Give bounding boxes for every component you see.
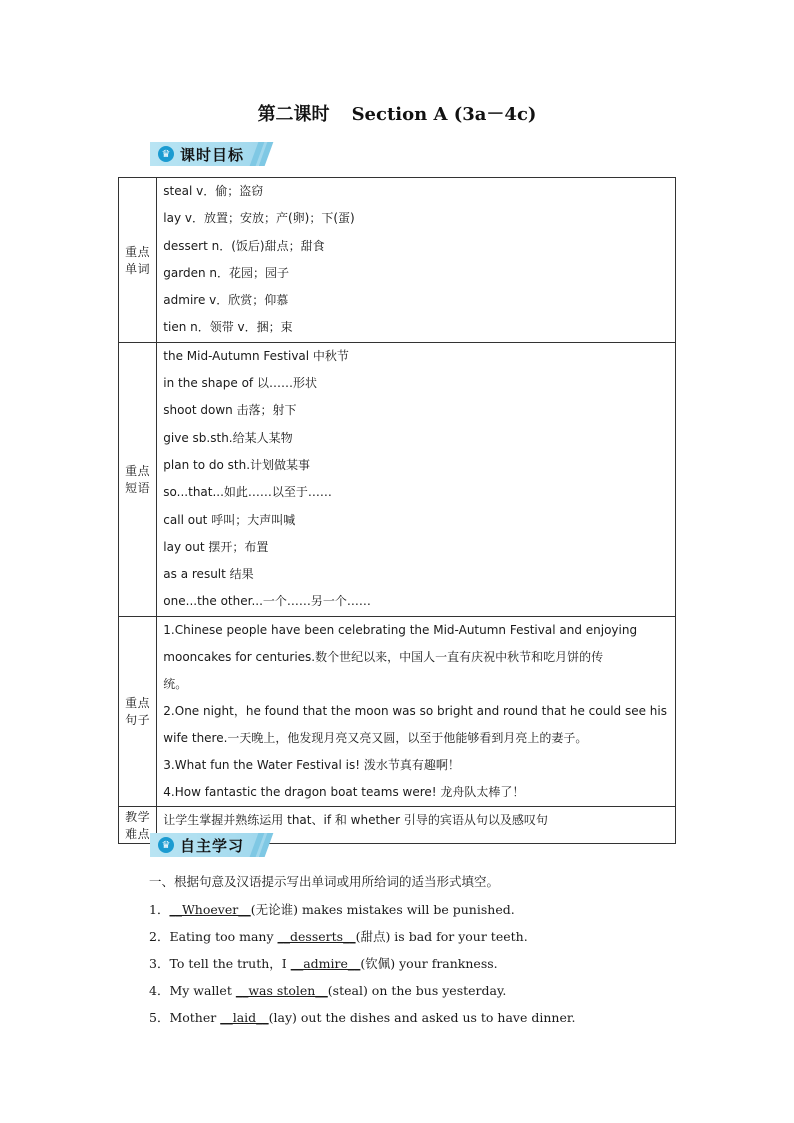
sentence-line: 4.How fantastic the dragon boat teams were! 龙舟队太棒了！	[163, 784, 525, 799]
category-cell: 重点单词	[119, 178, 157, 343]
sentence-line: 3.What fun the Water Festival is! 泼水节真有趣啊！	[163, 757, 460, 772]
phrase-line: one...the other...一个……另一个……	[163, 594, 371, 609]
title-lesson: 第二课时	[257, 104, 330, 125]
exercise-item	[149, 1008, 575, 1026]
category-cell: 教学难点	[119, 806, 157, 843]
exercise-item	[149, 954, 498, 972]
item-text: (无论谁) makes mistakes will be punished.	[250, 902, 515, 917]
phrase-line: plan to do sth.计划做某事	[163, 457, 311, 472]
answer-blank[interactable]: __was stolen__	[235, 983, 328, 998]
exercise-item	[149, 927, 528, 945]
item-text: (steal) on the bus yesterday.	[327, 983, 507, 998]
sentence-line: 2.One night，he found that the moon was so bright and round that he could see his	[163, 703, 667, 718]
answer-blank[interactable]: __laid__	[220, 1010, 269, 1025]
item-text: To tell the truth，I	[169, 956, 291, 971]
sentence-line: 统。	[163, 676, 188, 691]
item-number: 5．	[149, 1010, 170, 1025]
item-text: My wallet	[169, 983, 236, 998]
sentence-line: wife there.一天晚上，他发现月亮又亮又圆，以至于他能够看到月亮上的妻子。	[163, 730, 588, 745]
phrase-line: as a result 结果	[163, 567, 254, 582]
vocab-line: steal v．偷；盗窃	[163, 184, 264, 198]
sentence-line: mooncakes for centuries.数个世纪以来，中国人一直有庆祝中秋节和吃月饼的传	[163, 649, 604, 664]
page-title	[0, 100, 794, 126]
answer-blank[interactable]: __Whoever__	[169, 902, 251, 917]
title-section: Section A (3a－4c)	[351, 104, 537, 125]
banner-self-study-label: 自主学习	[180, 836, 245, 855]
item-number: 2．	[149, 929, 170, 944]
vocab-line: dessert n．(饭后)甜点；甜食	[163, 238, 325, 253]
vocab-line: garden n．花园；园子	[163, 265, 290, 280]
content-cell	[157, 616, 676, 806]
item-number: 3．	[149, 956, 170, 971]
phrase-line: shoot down 击落；射下	[163, 403, 297, 418]
banner-goals	[150, 142, 244, 166]
banner-self-study	[150, 833, 244, 857]
phrase-line: so...that...如此……以至于……	[163, 485, 332, 500]
item-text: (lay) out the dishes and asked us to have dinner.	[268, 1010, 576, 1025]
banner-goals-label: 课时目标	[180, 145, 245, 164]
item-number: 1．	[149, 902, 170, 917]
category-cell: 重点句子	[119, 616, 157, 806]
vocab-line: tien n．领带 v．捆；束	[163, 320, 293, 335]
category-cell: 重点短语	[119, 342, 157, 616]
phrase-line: call out 呼叫；大声叫喊	[163, 512, 296, 527]
phrase-line: give sb.sth.给某人某物	[163, 430, 293, 445]
item-text: (甜点) is bad for your teeth.	[355, 929, 528, 944]
phrase-line: in the shape of 以……形状	[163, 376, 317, 391]
vocab-line: lay v．放置；安放；产(卵)；下(蛋)	[163, 211, 355, 226]
exercise-item	[149, 900, 515, 918]
trophy-icon: ♛	[158, 837, 174, 853]
content-cell	[157, 178, 676, 343]
sentence-line: 1.Chinese people have been celebrating the Mid-Autumn Festival and enjoying	[163, 622, 638, 637]
content-cell	[157, 342, 676, 616]
item-text: (钦佩) your frankness.	[360, 956, 498, 971]
difficulty-line: 让学生掌握并熟练运用 that、if 和 whether 引导的宾语从句以及感叹句	[163, 812, 548, 827]
answer-blank[interactable]: __desserts__	[277, 929, 356, 944]
vocab-line: admire v．欣赏；仰慕	[163, 293, 289, 308]
goals-row-phrases	[119, 342, 676, 616]
item-number: 4．	[149, 983, 170, 998]
exercise-item	[149, 981, 506, 999]
phrase-line: lay out 摆开；布置	[163, 539, 269, 554]
goals-row-sentences	[119, 616, 676, 806]
goals-table	[118, 177, 676, 844]
answer-blank[interactable]: __admire__	[290, 956, 361, 971]
exercise-instruction: 一、根据句意及汉语提示写出单词或用所给词的适当形式填空。	[149, 874, 500, 889]
phrase-line: the Mid-Autumn Festival 中秋节	[163, 348, 349, 363]
item-text: Eating too many	[169, 929, 278, 944]
goals-row-words	[119, 178, 676, 343]
trophy-icon: ♛	[158, 146, 174, 162]
item-text: Mother	[169, 1010, 221, 1025]
